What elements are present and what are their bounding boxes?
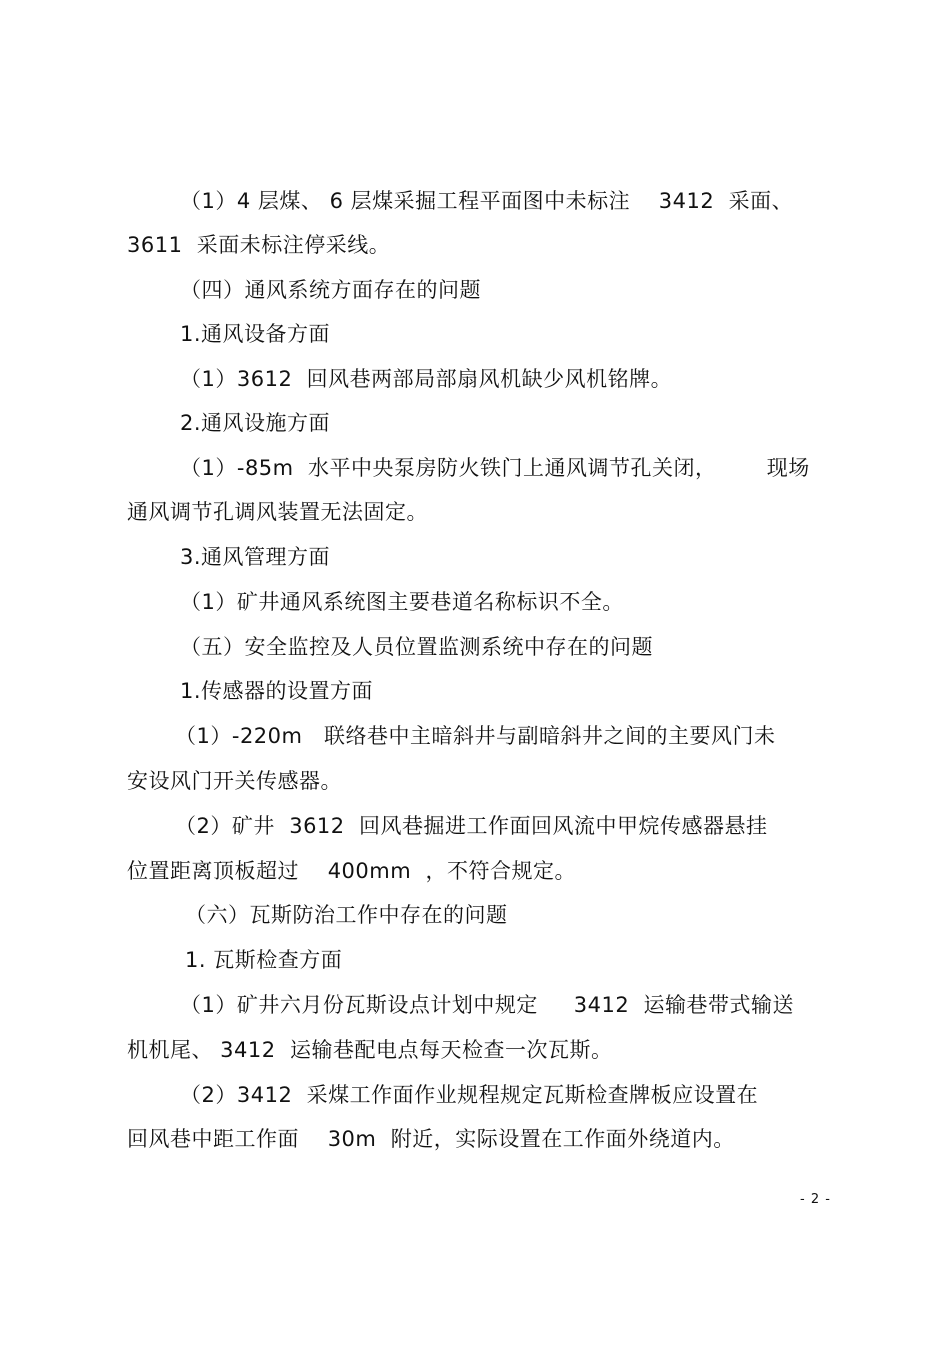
paragraph-line: （1）3612 回风巷两部局部扇风机缺少风机铭牌。 — [180, 367, 673, 391]
paragraph-line: 机机尾、 3412 运输巷配电点每天检查一次瓦斯。 — [127, 1038, 613, 1062]
subsection-heading: 1.传感器的设置方面 — [180, 679, 374, 703]
section-heading: （六）瓦斯防治工作中存在的问题 — [185, 903, 508, 927]
paragraph-line: 安设风门开关传感器。 — [127, 769, 342, 793]
paragraph-line: （2）矿井 3612 回风巷掘进工作面回风流中甲烷传感器悬挂 — [175, 814, 768, 838]
paragraph-line: 3611 采面未标注停采线。 — [127, 233, 391, 257]
paragraph-line: 回风巷中距工作面 30m 附近，实际设置在工作面外绕道内。 — [127, 1127, 735, 1151]
paragraph-line: （2）3412 采煤工作面作业规程规定瓦斯检查牌板应设置在 — [180, 1083, 759, 1107]
subsection-heading: 2.通风设施方面 — [180, 411, 331, 435]
subsection-heading: 1. 瓦斯检查方面 — [185, 948, 343, 972]
paragraph-line: （1）-85m 水平中央泵房防火铁门上通风调节孔关闭， 现场 — [180, 456, 810, 480]
subsection-heading: 3.通风管理方面 — [180, 545, 331, 569]
page-number: - 2 - — [800, 1192, 831, 1207]
paragraph-line: （1）矿井通风系统图主要巷道名称标识不全。 — [180, 590, 624, 614]
paragraph-line: （1）-220m 联络巷中主暗斜井与副暗斜井之间的主要风门未 — [175, 724, 776, 748]
paragraph-line: （1）4 层煤、 6 层煤采掘工程平面图中未标注 3412 采面、 — [180, 189, 794, 213]
section-heading: （五）安全监控及人员位置监测系统中存在的问题 — [180, 635, 653, 659]
subsection-heading: 1.通风设备方面 — [180, 322, 331, 346]
paragraph-line: （1）矿井六月份瓦斯设点计划中规定 3412 运输巷带式输送 — [180, 993, 795, 1017]
section-heading: （四）通风系统方面存在的问题 — [180, 278, 481, 302]
paragraph-line: 通风调节孔调风装置无法固定。 — [127, 500, 428, 524]
paragraph-line: 位置距离顶板超过 400mm ，不符合规定。 — [127, 859, 577, 883]
